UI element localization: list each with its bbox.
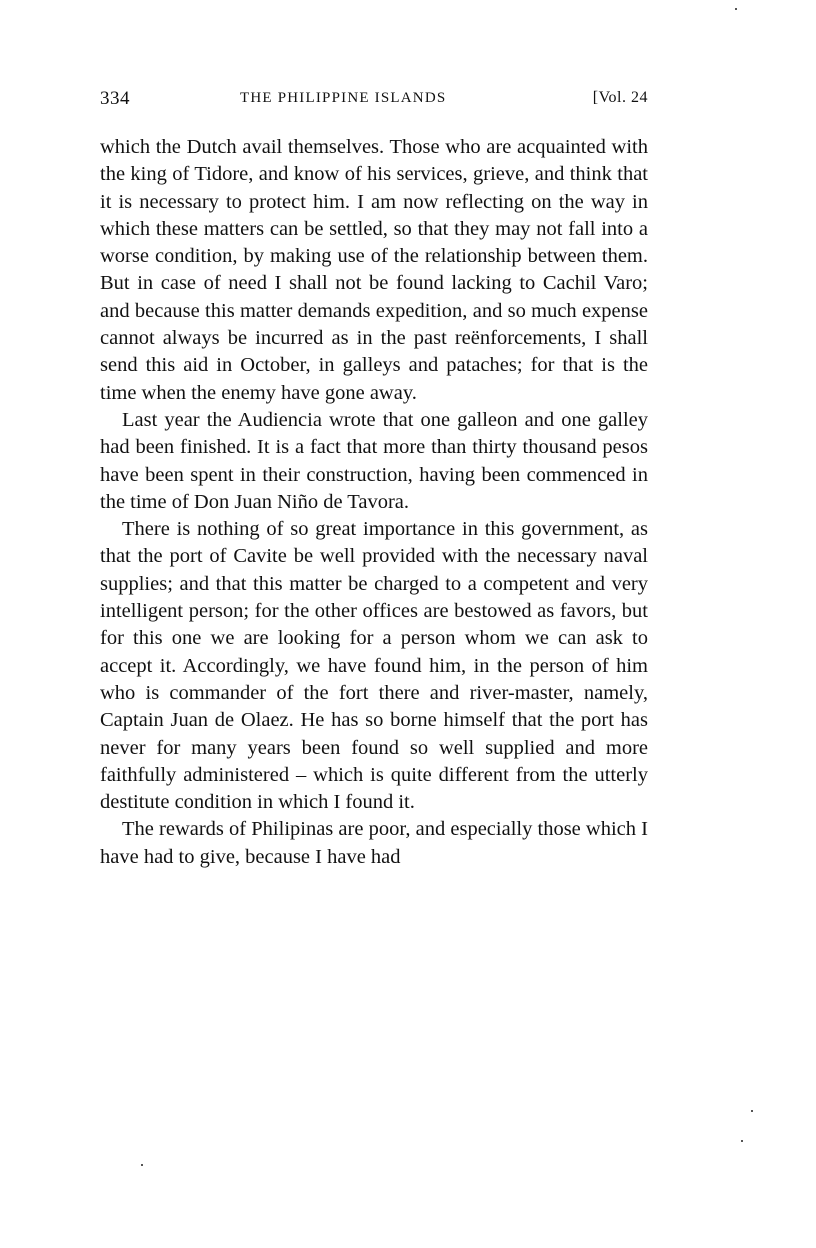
paragraph-3: There is nothing of so great importance in this government, as that the port of Cavite be well provided with the necessary naval supplies; and that this matter be charged to a competent and very intelligent person; for the other offices are bestowed as favors, but for this one we are looking for a person whom we can ask to accept it. Accordingly, we have found him, in the person of him who is commander of the fort there and river-master, namely, Captain Juan de Olaez. He has so borne himself that the port has never for many years been found so well supplied and more faithfully administered – which is quite different from the utterly destitute condition in which I found it. [100, 518, 648, 814]
volume-label: [Vol. 24 [592, 89, 648, 106]
paragraph-2: Last year the Audiencia wrote that one galleon and one galley had been finished. It is a fact that more than thirty thousand pesos have been spent in their construction, having been commenced in the time of Don Juan Niño de Tavora. [100, 408, 648, 513]
paragraph-1: which the Dutch avail themselves. Those who are acquainted with the king of Tidore, and know of his services, grieve, and think that it is necessary to protect him. I am now reflecting on the way in which these matters can be settled, so that they may not fall into a worse condition, by making use of the relationship between them. But in case of need I shall not be found lacking to Cachil Varo; and because this matter demands expedition, and so much expense cannot always be incurred as in the past reënforcements, I shall send this aid in October, in galleys and pataches; for that is the time when the enemy have gone away. [100, 136, 648, 404]
scan-speck [741, 1140, 743, 1142]
scan-speck [735, 8, 737, 10]
paragraph-4: The rewards of Philipinas are poor, and especially those which I have had to give, because I have had [100, 818, 648, 868]
scan-speck [751, 1110, 753, 1112]
body-text [100, 134, 648, 871]
running-head [100, 88, 648, 116]
book-page [100, 88, 648, 871]
running-title: THE PHILIPPINE ISLANDS [240, 90, 447, 106]
scan-speck [141, 1164, 143, 1166]
page-number: 334 [100, 88, 130, 109]
